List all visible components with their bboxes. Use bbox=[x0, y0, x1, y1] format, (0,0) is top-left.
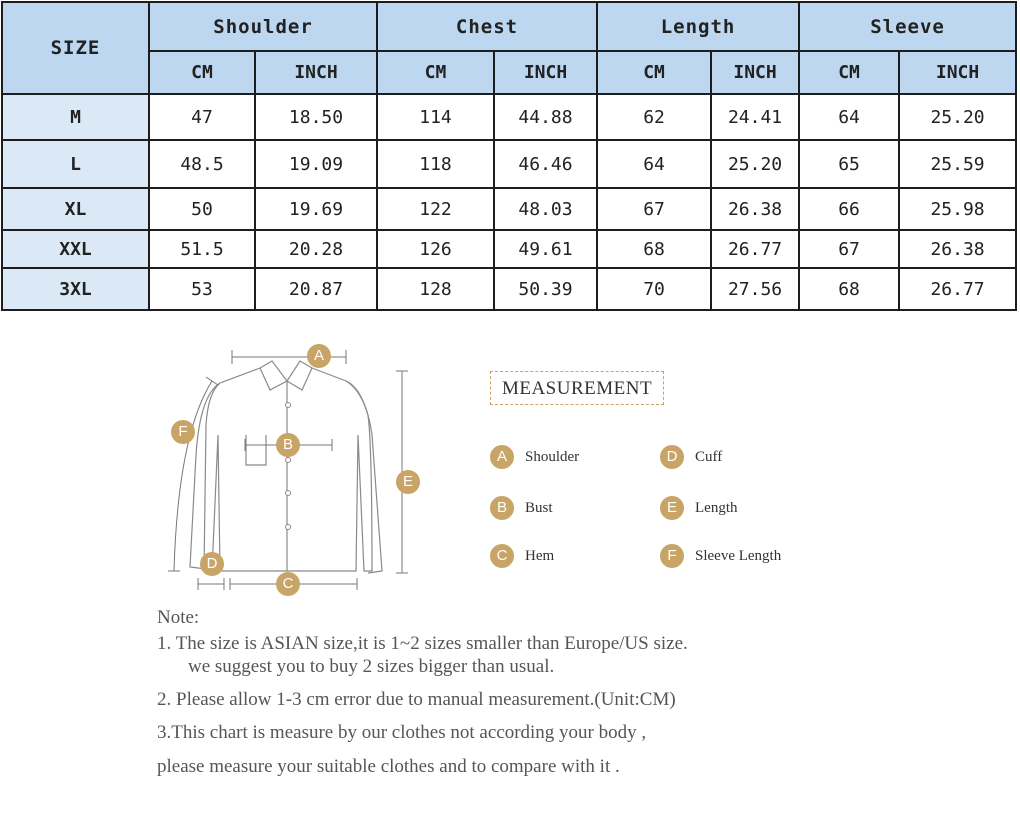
legend-label: Sleeve Length bbox=[695, 547, 782, 564]
legend-label: Hem bbox=[525, 547, 555, 564]
table-cell: 62 bbox=[597, 94, 711, 140]
table-cell: 47 bbox=[149, 94, 255, 140]
legend-label: Length bbox=[695, 499, 738, 516]
unit-header: CM bbox=[377, 51, 494, 94]
table-cell: 19.09 bbox=[255, 140, 377, 188]
table-cell: 67 bbox=[597, 188, 711, 230]
marker-e-icon: E bbox=[660, 496, 684, 520]
table-cell: 26.77 bbox=[899, 268, 1016, 310]
table-cell: 114 bbox=[377, 94, 494, 140]
legend-label: Bust bbox=[525, 499, 553, 516]
table-row bbox=[2, 188, 1016, 230]
note-line-3: 3.This chart is measure by our clothes not according your body , bbox=[157, 722, 647, 743]
notes-heading: Note: bbox=[157, 607, 200, 628]
table-cell: 26.38 bbox=[899, 230, 1016, 268]
table-cell: 50.39 bbox=[494, 268, 597, 310]
legend-item-hem bbox=[490, 544, 554, 568]
size-label: XL bbox=[2, 188, 149, 230]
marker-c-icon: C bbox=[490, 544, 514, 568]
unit-header: CM bbox=[149, 51, 255, 94]
table-cell: 51.5 bbox=[149, 230, 255, 268]
group-header-shoulder: Shoulder bbox=[149, 2, 377, 51]
marker-b-icon: B bbox=[490, 496, 514, 520]
unit-header: INCH bbox=[255, 51, 377, 94]
marker-f-icon: F bbox=[171, 420, 195, 444]
table-cell: 48.5 bbox=[149, 140, 255, 188]
table-row bbox=[2, 140, 1016, 188]
marker-d-icon: D bbox=[660, 445, 684, 469]
marker-c-icon: C bbox=[276, 572, 300, 596]
table-cell: 65 bbox=[799, 140, 899, 188]
measurement-title: MEASUREMENT bbox=[490, 371, 664, 405]
table-cell: 25.98 bbox=[899, 188, 1016, 230]
table-cell: 64 bbox=[597, 140, 711, 188]
legend-label: Cuff bbox=[695, 448, 723, 465]
table-cell: 118 bbox=[377, 140, 494, 188]
unit-header: INCH bbox=[711, 51, 799, 94]
marker-a-icon: A bbox=[307, 344, 331, 368]
table-cell: 128 bbox=[377, 268, 494, 310]
note-line-2: 2. Please allow 1-3 cm error due to manual measurement.(Unit:CM) bbox=[157, 689, 676, 710]
size-label: L bbox=[2, 140, 149, 188]
shirt-measurement-diagram bbox=[160, 335, 460, 605]
table-cell: 48.03 bbox=[494, 188, 597, 230]
size-label: 3XL bbox=[2, 268, 149, 310]
marker-d-icon: D bbox=[200, 552, 224, 576]
size-chart-table bbox=[1, 1, 1017, 311]
table-cell: 20.28 bbox=[255, 230, 377, 268]
table-cell: 26.38 bbox=[711, 188, 799, 230]
table-cell: 25.20 bbox=[711, 140, 799, 188]
table-cell: 64 bbox=[799, 94, 899, 140]
table-cell: 68 bbox=[799, 268, 899, 310]
unit-header: INCH bbox=[899, 51, 1016, 94]
table-row bbox=[2, 230, 1016, 268]
note-line-4: please measure your suitable clothes and to compare with it . bbox=[157, 756, 620, 777]
note-line-1: 1. The size is ASIAN size,it is 1~2 sizes smaller than Europe/US size. bbox=[157, 633, 688, 654]
unit-header: INCH bbox=[494, 51, 597, 94]
table-cell: 24.41 bbox=[711, 94, 799, 140]
legend-item-shoulder bbox=[490, 445, 579, 469]
unit-header: CM bbox=[799, 51, 899, 94]
table-cell: 19.69 bbox=[255, 188, 377, 230]
size-header: SIZE bbox=[2, 2, 149, 94]
marker-b-icon: B bbox=[276, 433, 300, 457]
legend-item-cuff bbox=[660, 445, 722, 469]
table-cell: 25.20 bbox=[899, 94, 1016, 140]
table-cell: 49.61 bbox=[494, 230, 597, 268]
group-header-chest: Chest bbox=[377, 2, 597, 51]
table-cell: 67 bbox=[799, 230, 899, 268]
size-label: M bbox=[2, 94, 149, 140]
size-label: XXL bbox=[2, 230, 149, 268]
table-cell: 66 bbox=[799, 188, 899, 230]
table-row bbox=[2, 268, 1016, 310]
table-cell: 20.87 bbox=[255, 268, 377, 310]
table-cell: 27.56 bbox=[711, 268, 799, 310]
legend-item-sleeve-length bbox=[660, 544, 781, 568]
marker-f-icon: F bbox=[660, 544, 684, 568]
legend-item-bust bbox=[490, 496, 553, 520]
note-line-1b: we suggest you to buy 2 sizes bigger than usual. bbox=[188, 656, 555, 677]
marker-a-icon: A bbox=[490, 445, 514, 469]
table-cell: 70 bbox=[597, 268, 711, 310]
marker-e-icon: E bbox=[396, 470, 420, 494]
legend-label: Shoulder bbox=[525, 448, 580, 465]
table-cell: 25.59 bbox=[899, 140, 1016, 188]
table-row bbox=[2, 94, 1016, 140]
table-cell: 126 bbox=[377, 230, 494, 268]
table-cell: 50 bbox=[149, 188, 255, 230]
group-header-length: Length bbox=[597, 2, 799, 51]
table-cell: 26.77 bbox=[711, 230, 799, 268]
legend-item-length bbox=[660, 496, 738, 520]
table-cell: 44.88 bbox=[494, 94, 597, 140]
table-cell: 53 bbox=[149, 268, 255, 310]
table-cell: 122 bbox=[377, 188, 494, 230]
unit-header: CM bbox=[597, 51, 711, 94]
group-header-sleeve: Sleeve bbox=[799, 2, 1016, 51]
table-cell: 18.50 bbox=[255, 94, 377, 140]
table-cell: 46.46 bbox=[494, 140, 597, 188]
table-cell: 68 bbox=[597, 230, 711, 268]
